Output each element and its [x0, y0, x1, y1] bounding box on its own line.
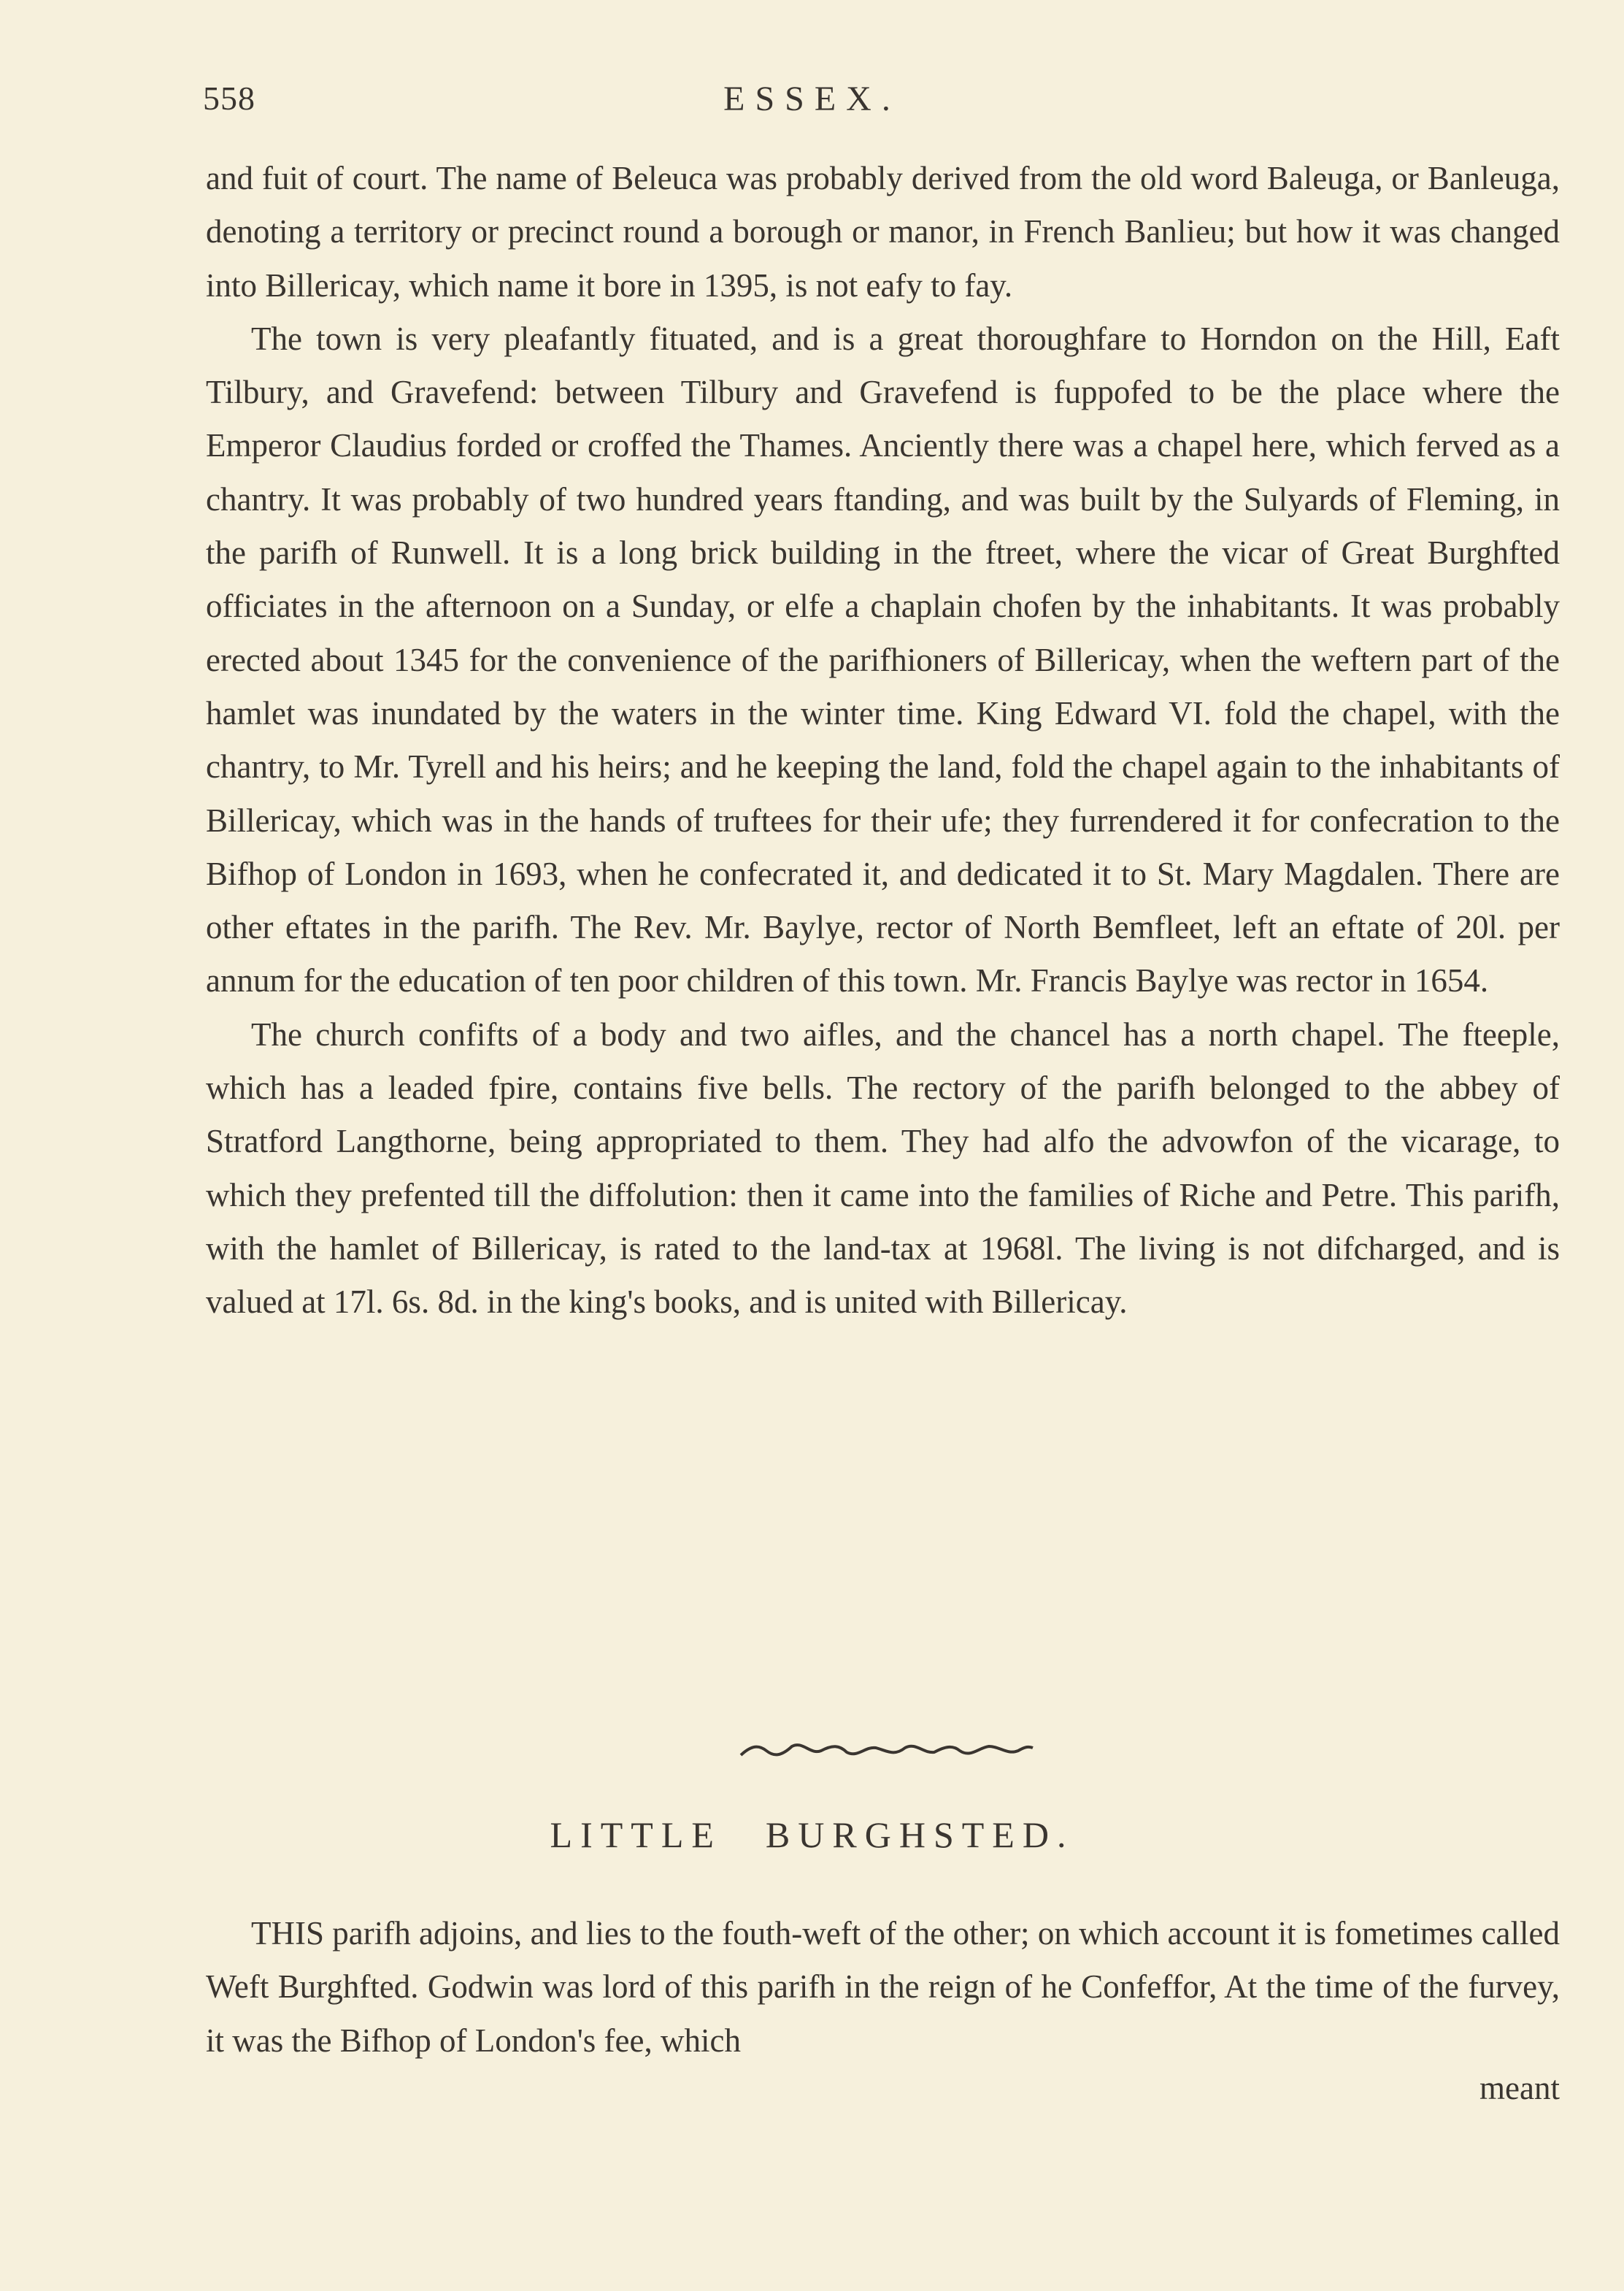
page-number: 558	[203, 80, 255, 117]
running-title: ESSEX.	[723, 80, 901, 118]
section-heading-word: LITTLE	[550, 1814, 722, 1855]
main-text	[206, 152, 1560, 1329]
page-header	[0, 79, 1624, 130]
section-heading	[0, 1814, 1624, 1856]
paragraph: The church confifts of a body and two aifles, and the chancel has a north chapel. The fteeple, which has a leaded fpire, contains five bells. The rectory of the parifh belonged to the abbey of Stratford Langthorne, being appropriated to them. They had alfo the advowfon of the vicarage, to which they prefented till the diffolution: then it came into the families of Riche and Petre. This parifh, with the hamlet of Billericay, is rated to the land-tax at 1968l. The living is not difcharged, and is valued at 17l. 6s. 8d. in the king's books, and is united with Billericay.	[206, 1016, 1560, 1321]
section-heading-word: BURGHSTED.	[765, 1814, 1074, 1855]
decorative-rule-ornament	[737, 1739, 1036, 1761]
paragraph: The town is very pleafantly fituated, and is a great thoroughfare to Horndon on the Hill, Eaft Tilbury, and Gravefend: between Tilbury and Gravefend is fuppofed to be the place where the Emperor Claudius forded or croffed the Thames. Anciently there was a chapel here, which ferved as a chantry. It was probably of two hundred years ftanding, and was built by the Sulyards of Fleming, in the parifh of Runwell. It is a long brick building in the ftreet, where the vicar of Great Burghfted officiates in the afternoon on a Sunday, or elfe a chaplain chofen by the inhabitants. It was probably erected about 1345 for the convenience of the parifhioners of Billericay, when the weftern part of the hamlet was inundated by the waters in the winter time. King Edward VI. fold the chapel, with the chantry, to Mr. Tyrell and his heirs; and he keeping the land, fold the chapel again to the inhabitants of Billericay, which was in the hands of truftees for their ufe; they furrendered it for confecration to the Bifhop of London in 1693, when he confecrated it, and dedicated it to St. Mary Magdalen. There are other eftates in the parifh. The Rev. Mr. Baylye, rector of North Bemfleet, left an eftate of 20l. per annum for the education of ten poor children of this town. Mr. Francis Baylye was rector in 1654.	[206, 320, 1560, 999]
catchword: meant	[1479, 2070, 1560, 2106]
paragraph: and fuit of court. The name of Beleuca was probably derived from the old word Baleuga, or Banleuga, denoting a territory or precinct round a borough or manor, in French Banlieu; but how it was changed into Billericay, which name it bore in 1395, is not eafy to fay.	[206, 160, 1560, 304]
paragraph: THIS parifh adjoins, and lies to the fouth-weft of the other; on which account it is fometimes called Weft Burghfted. Godwin was lord of this parifh in the reign of he Confeffor, At the time of the furvey, it was the Bifhop of London's fee, which	[206, 1915, 1560, 2059]
section-text	[206, 1907, 1560, 2068]
